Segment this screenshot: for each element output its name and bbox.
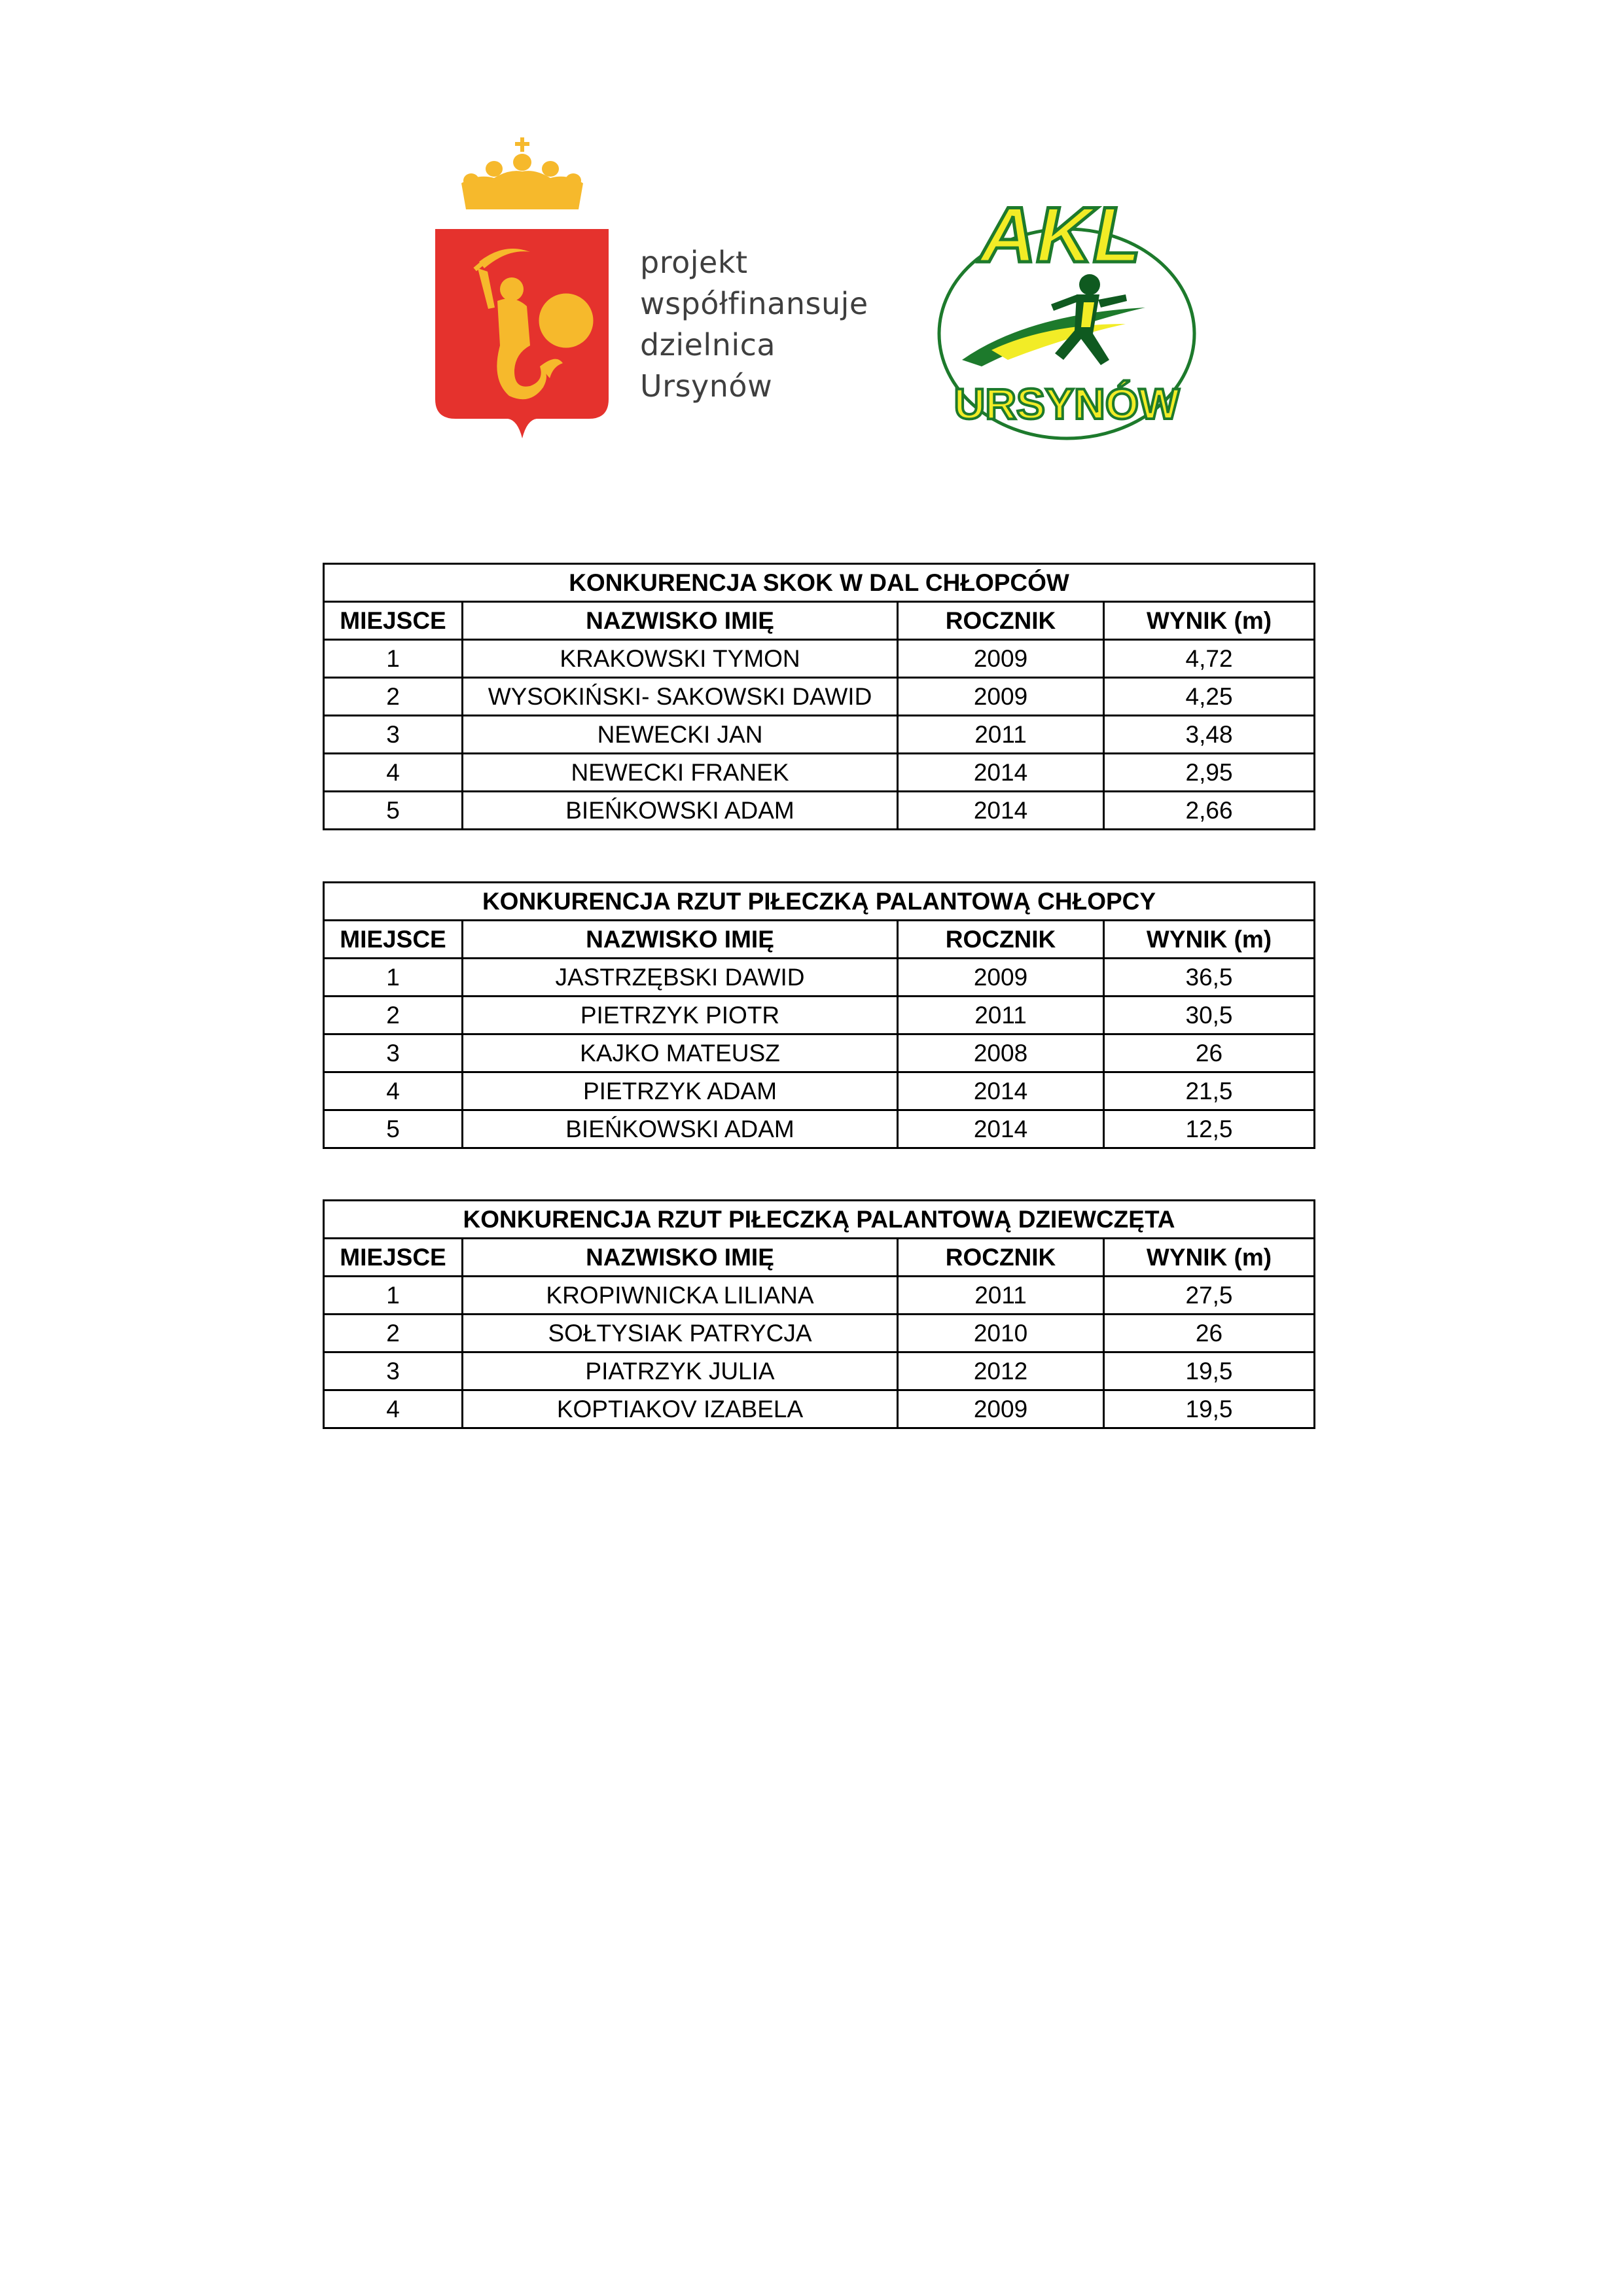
table-row <box>324 1390 1315 1428</box>
cell-place: 2 <box>324 678 463 716</box>
table-title: KONKURENCJA RZUT PIŁECZKĄ PALANTOWĄ CHŁOPCY <box>324 883 1315 921</box>
cell-name: NEWECKI JAN <box>463 716 898 754</box>
table-row <box>324 1315 1315 1352</box>
column-header-name: NAZWISKO IMIĘ <box>463 602 898 640</box>
column-header-result: WYNIK (m) <box>1104 1239 1315 1277</box>
cell-year: 2009 <box>898 678 1104 716</box>
table-row <box>324 1034 1315 1072</box>
cell-year: 2010 <box>898 1315 1104 1352</box>
cell-year: 2009 <box>898 959 1104 997</box>
cell-result: 12,5 <box>1104 1110 1315 1148</box>
cell-name: JASTRZĘBSKI DAWID <box>463 959 898 997</box>
cell-result: 27,5 <box>1104 1277 1315 1315</box>
table-row <box>324 997 1315 1034</box>
column-header-year: ROCZNIK <box>898 602 1104 640</box>
cell-place: 2 <box>324 997 463 1034</box>
cell-place: 3 <box>324 1034 463 1072</box>
cell-year: 2011 <box>898 716 1104 754</box>
table-header-row <box>324 1239 1315 1277</box>
table-row <box>324 1277 1315 1315</box>
cell-result: 2,66 <box>1104 792 1315 830</box>
cofinancing-text-line-1: projekt <box>640 245 748 280</box>
cell-name: KRAKOWSKI TYMON <box>463 640 898 678</box>
table-title-row <box>324 564 1315 602</box>
ursynow-logo-text: URSYNÓW <box>954 380 1180 428</box>
cell-place: 3 <box>324 716 463 754</box>
cell-result: 30,5 <box>1104 997 1315 1034</box>
cell-place: 4 <box>324 754 463 792</box>
table-row <box>324 1072 1315 1110</box>
table-row <box>324 678 1315 716</box>
akl-logo-text: AKL <box>979 196 1141 279</box>
column-header-result: WYNIK (m) <box>1104 921 1315 959</box>
cell-place: 1 <box>324 959 463 997</box>
table-row <box>324 792 1315 830</box>
table-header-row <box>324 921 1315 959</box>
table-header-row <box>324 602 1315 640</box>
cell-result: 26 <box>1104 1315 1315 1352</box>
cell-place: 1 <box>324 1277 463 1315</box>
cell-result: 4,25 <box>1104 678 1315 716</box>
cell-year: 2009 <box>898 1390 1104 1428</box>
cell-year: 2014 <box>898 754 1104 792</box>
cell-name: BIEŃKOWSKI ADAM <box>463 1110 898 1148</box>
cofinancing-text-line-3: dzielnica <box>640 327 776 362</box>
cell-year: 2014 <box>898 1110 1104 1148</box>
cell-name: KOPTIAKOV IZABELA <box>463 1390 898 1428</box>
akl-runner-logo-icon <box>929 196 1204 445</box>
table-row <box>324 1110 1315 1148</box>
cell-name: PIATRZYK JULIA <box>463 1352 898 1390</box>
warsaw-cofinancing-logo <box>432 137 903 448</box>
cofinancing-text <box>640 242 868 407</box>
cell-result: 3,48 <box>1104 716 1315 754</box>
cell-year: 2012 <box>898 1352 1104 1390</box>
cell-year: 2014 <box>898 1072 1104 1110</box>
cell-year: 2011 <box>898 997 1104 1034</box>
cell-name: SOŁTYSIAK PATRYCJA <box>463 1315 898 1352</box>
cell-place: 5 <box>324 792 463 830</box>
cell-place: 4 <box>324 1072 463 1110</box>
table-row <box>324 716 1315 754</box>
table-row <box>324 1352 1315 1390</box>
cell-name: KROPIWNICKA LILIANA <box>463 1277 898 1315</box>
results-table-ball-throw-boys <box>323 881 1315 1149</box>
cell-year: 2011 <box>898 1277 1104 1315</box>
cell-place: 1 <box>324 640 463 678</box>
cell-year: 2014 <box>898 792 1104 830</box>
column-header-place: MIEJSCE <box>324 1239 463 1277</box>
cell-result: 4,72 <box>1104 640 1315 678</box>
cell-name: WYSOKIŃSKI- SAKOWSKI DAWID <box>463 678 898 716</box>
cell-name: PIETRZYK PIOTR <box>463 997 898 1034</box>
cell-place: 4 <box>324 1390 463 1428</box>
cell-place: 3 <box>324 1352 463 1390</box>
table-title: KONKURENCJA RZUT PIŁECZKĄ PALANTOWĄ DZIEWCZĘTA <box>324 1201 1315 1239</box>
table-row <box>324 959 1315 997</box>
results-table-long-jump-boys <box>323 563 1315 830</box>
cell-name: PIETRZYK ADAM <box>463 1072 898 1110</box>
column-header-place: MIEJSCE <box>324 921 463 959</box>
warsaw-coat-of-arms-icon <box>432 137 628 448</box>
table-title-row <box>324 883 1315 921</box>
column-header-name: NAZWISKO IMIĘ <box>463 1239 898 1277</box>
cell-name: KAJKO MATEUSZ <box>463 1034 898 1072</box>
cell-result: 19,5 <box>1104 1390 1315 1428</box>
cell-name: NEWECKI FRANEK <box>463 754 898 792</box>
cell-year: 2008 <box>898 1034 1104 1072</box>
cofinancing-text-line-2: współfinansuje <box>640 286 868 321</box>
table-title-row <box>324 1201 1315 1239</box>
table-title: KONKURENCJA SKOK W DAL CHŁOPCÓW <box>324 564 1315 602</box>
column-header-name: NAZWISKO IMIĘ <box>463 921 898 959</box>
cell-result: 26 <box>1104 1034 1315 1072</box>
column-header-year: ROCZNIK <box>898 1239 1104 1277</box>
akl-ursynow-logo <box>929 196 1204 445</box>
cofinancing-text-line-4: Ursynów <box>640 368 773 404</box>
cell-result: 21,5 <box>1104 1072 1315 1110</box>
cell-result: 19,5 <box>1104 1352 1315 1390</box>
column-header-result: WYNIK (m) <box>1104 602 1315 640</box>
table-row <box>324 754 1315 792</box>
cell-name: BIEŃKOWSKI ADAM <box>463 792 898 830</box>
cell-place: 2 <box>324 1315 463 1352</box>
table-row <box>324 640 1315 678</box>
column-header-place: MIEJSCE <box>324 602 463 640</box>
cell-result: 2,95 <box>1104 754 1315 792</box>
results-table-ball-throw-girls <box>323 1199 1315 1429</box>
cell-result: 36,5 <box>1104 959 1315 997</box>
cell-place: 5 <box>324 1110 463 1148</box>
column-header-year: ROCZNIK <box>898 921 1104 959</box>
cell-year: 2009 <box>898 640 1104 678</box>
